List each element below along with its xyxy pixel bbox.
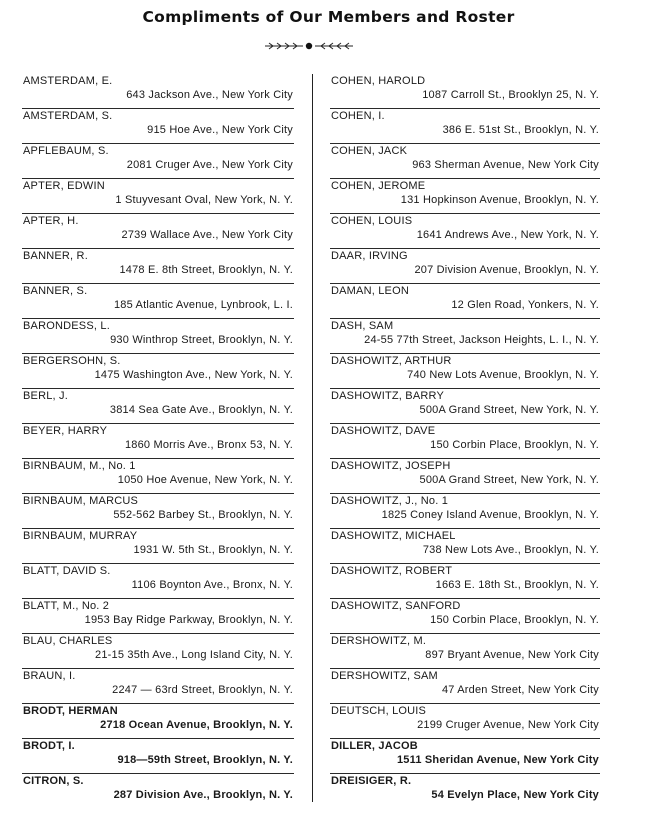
roster-entry — [330, 494, 600, 529]
member-name: DEUTSCH, LOUIS — [331, 705, 427, 717]
member-name: APTER, H. — [23, 215, 79, 227]
member-address: 1931 W. 5th St., Brooklyn, N. Y. — [133, 544, 293, 556]
member-name: DASHOWITZ, JOSEPH — [331, 460, 451, 472]
column-divider — [312, 74, 313, 802]
member-address: 738 New Lots Ave., Brooklyn, N. Y. — [422, 544, 599, 556]
roster-entry — [330, 144, 600, 179]
member-address: 1475 Washington Ave., New York, N. Y. — [94, 369, 293, 381]
roster-entry — [330, 634, 600, 669]
member-address: 1825 Coney Island Avenue, Brooklyn, N. Y. — [381, 509, 599, 521]
member-name: DERSHOWITZ, M. — [331, 635, 427, 647]
member-name: BRODT, I. — [23, 740, 75, 752]
member-name: DASHOWITZ, SANFORD — [331, 600, 461, 612]
member-address: 915 Hoe Ave., New York City — [147, 124, 293, 136]
roster-entry — [22, 529, 294, 564]
roster-entry — [22, 599, 294, 634]
roster-entry — [22, 739, 294, 774]
roster-entry — [22, 179, 294, 214]
member-name: DILLER, JACOB — [331, 740, 418, 752]
roster-entry — [22, 74, 294, 109]
member-address: 54 Evelyn Place, New York City — [431, 789, 599, 801]
roster-entry — [22, 249, 294, 284]
member-address: 12 Glen Road, Yonkers, N. Y. — [451, 299, 599, 311]
roster-entry — [330, 739, 600, 774]
roster-entry — [330, 354, 600, 389]
member-address: 2247 — 63rd Street, Brooklyn, N. Y. — [112, 684, 293, 696]
member-address: 1641 Andrews Ave., New York, N. Y. — [416, 229, 599, 241]
roster-entry — [22, 319, 294, 354]
member-name: DASHOWITZ, DAVE — [331, 425, 436, 437]
member-name: DERSHOWITZ, SAM — [331, 670, 438, 682]
member-address: 2718 Ocean Avenue, Brooklyn, N. Y. — [100, 719, 293, 731]
member-name: BLATT, DAVID S. — [23, 565, 111, 577]
member-address: 2081 Cruger Ave., New York City — [126, 159, 293, 171]
member-name: DASHOWITZ, BARRY — [331, 390, 445, 402]
member-address: 131 Hopkinson Avenue, Brooklyn, N. Y. — [400, 194, 599, 206]
member-address: 897 Bryant Avenue, New York City — [425, 649, 599, 661]
roster-entry — [330, 704, 600, 739]
roster-entry — [22, 459, 294, 494]
member-name: DREISIGER, R. — [331, 775, 412, 787]
roster-entry — [22, 389, 294, 424]
member-address: 2199 Cruger Avenue, New York City — [417, 719, 599, 731]
member-name: BIRNBAUM, MURRAY — [23, 530, 138, 542]
member-name: COHEN, JEROME — [331, 180, 426, 192]
member-address: 207 Division Avenue, Brooklyn, N. Y. — [414, 264, 599, 276]
roster-entry — [22, 424, 294, 459]
member-address: 150 Corbin Place, Brooklyn, N. Y. — [430, 439, 599, 451]
roster-entry — [330, 74, 600, 109]
member-address: 500A Grand Street, New York, N. Y. — [419, 404, 599, 416]
member-address: 1663 E. 18th St., Brooklyn, N. Y. — [435, 579, 599, 591]
roster-entry — [330, 669, 600, 704]
member-name: DASHOWITZ, ARTHUR — [331, 355, 452, 367]
roster-entry — [330, 319, 600, 354]
member-address: 3814 Sea Gate Ave., Brooklyn, N. Y. — [109, 404, 293, 416]
title-divider-ornament — [263, 40, 355, 52]
roster-entry — [22, 704, 294, 739]
member-address: 552-562 Barbey St., Brooklyn, N. Y. — [113, 509, 293, 521]
member-address: 930 Winthrop Street, Brooklyn, N. Y. — [110, 334, 293, 346]
member-name: DAMAN, LEON — [331, 285, 409, 297]
member-name: DASHOWITZ, MICHAEL — [331, 530, 456, 542]
roster-entry — [330, 284, 600, 319]
member-name: APFLEBAUM, S. — [23, 145, 109, 157]
member-name: CITRON, S. — [23, 775, 84, 787]
member-name: BIRNBAUM, MARCUS — [23, 495, 139, 507]
member-name: DASHOWITZ, ROBERT — [331, 565, 453, 577]
roster-entry — [22, 144, 294, 179]
member-name: COHEN, JACK — [331, 145, 408, 157]
member-name: BEYER, HARRY — [23, 425, 108, 437]
roster-entry — [330, 389, 600, 424]
roster-entry — [22, 494, 294, 529]
member-name: AMSTERDAM, S. — [23, 110, 113, 122]
member-address: 918—59th Street, Brooklyn, N. Y. — [117, 754, 293, 766]
member-name: BERL, J. — [23, 390, 69, 402]
roster-entry — [330, 564, 600, 599]
member-name: BIRNBAUM, M., No. 1 — [23, 460, 136, 472]
member-address: 1860 Morris Ave., Bronx 53, N. Y. — [124, 439, 293, 451]
member-address: 963 Sherman Avenue, New York City — [412, 159, 599, 171]
member-name: AMSTERDAM, E. — [23, 75, 113, 87]
member-address: 1106 Boynton Ave., Bronx, N. Y. — [131, 579, 293, 591]
roster-entry — [22, 214, 294, 249]
member-name: BRODT, HERMAN — [23, 705, 118, 717]
member-address: 150 Corbin Place, Brooklyn, N. Y. — [430, 614, 599, 626]
roster-entry — [330, 424, 600, 459]
roster-entry — [330, 179, 600, 214]
roster-entry — [330, 214, 600, 249]
member-address: 1478 E. 8th Street, Brooklyn, N. Y. — [119, 264, 293, 276]
roster-entry — [330, 599, 600, 634]
member-address: 500A Grand Street, New York, N. Y. — [419, 474, 599, 486]
member-name: BANNER, S. — [23, 285, 88, 297]
member-address: 2739 Wallace Ave., New York City — [121, 229, 293, 241]
roster-entry — [22, 109, 294, 144]
member-name: APTER, EDWIN — [23, 180, 105, 192]
roster-entry — [22, 284, 294, 319]
member-name: BLAU, CHARLES — [23, 635, 113, 647]
roster-entry — [330, 459, 600, 494]
roster-entry — [330, 774, 600, 809]
member-name: BLATT, M., No. 2 — [23, 600, 110, 612]
member-address: 24-55 77th Street, Jackson Heights, L. I., N. Y. — [364, 334, 599, 346]
member-name: BRAUN, I. — [23, 670, 76, 682]
member-address: 287 Division Ave., Brooklyn, N. Y. — [113, 789, 293, 801]
member-address: 1 Stuyvesant Oval, New York, N. Y. — [115, 194, 293, 206]
roster-entry — [22, 634, 294, 669]
member-address: 740 New Lots Avenue, Brooklyn, N. Y. — [407, 369, 599, 381]
member-address: 47 Arden Street, New York City — [441, 684, 599, 696]
member-name: DAAR, IRVING — [331, 250, 408, 262]
member-address: 386 E. 51st St., Brooklyn, N. Y. — [442, 124, 599, 136]
roster-entry — [22, 564, 294, 599]
roster-entry — [22, 354, 294, 389]
member-name: COHEN, HAROLD — [331, 75, 426, 87]
member-name: BERGERSOHN, S. — [23, 355, 121, 367]
roster-entry — [330, 249, 600, 284]
member-name: BANNER, R. — [23, 250, 88, 262]
page-title: Compliments of Our Members and Roster — [142, 8, 515, 26]
member-address: 1511 Sheridan Avenue, New York City — [396, 754, 599, 766]
roster-column-right — [330, 74, 600, 809]
roster-entry — [330, 529, 600, 564]
member-name: COHEN, LOUIS — [331, 215, 413, 227]
member-address: 1087 Carroll St., Brooklyn 25, N. Y. — [422, 89, 599, 101]
roster-entry — [22, 774, 294, 809]
member-name: BARONDESS, L. — [23, 320, 110, 332]
member-address: 1953 Bay Ridge Parkway, Brooklyn, N. Y. — [84, 614, 293, 626]
roster-column-left — [22, 74, 294, 809]
member-address: 21-15 35th Ave., Long Island City, N. Y. — [95, 649, 293, 661]
member-name: DASHOWITZ, J., No. 1 — [331, 495, 449, 507]
member-address: 185 Atlantic Avenue, Lynbrook, L. I. — [113, 299, 293, 311]
roster-entry — [22, 669, 294, 704]
member-name: DASH, SAM — [331, 320, 394, 332]
member-address: 643 Jackson Ave., New York City — [126, 89, 293, 101]
roster-entry — [330, 109, 600, 144]
member-address: 1050 Hoe Avenue, New York, N. Y. — [117, 474, 293, 486]
member-name: COHEN, I. — [331, 110, 385, 122]
